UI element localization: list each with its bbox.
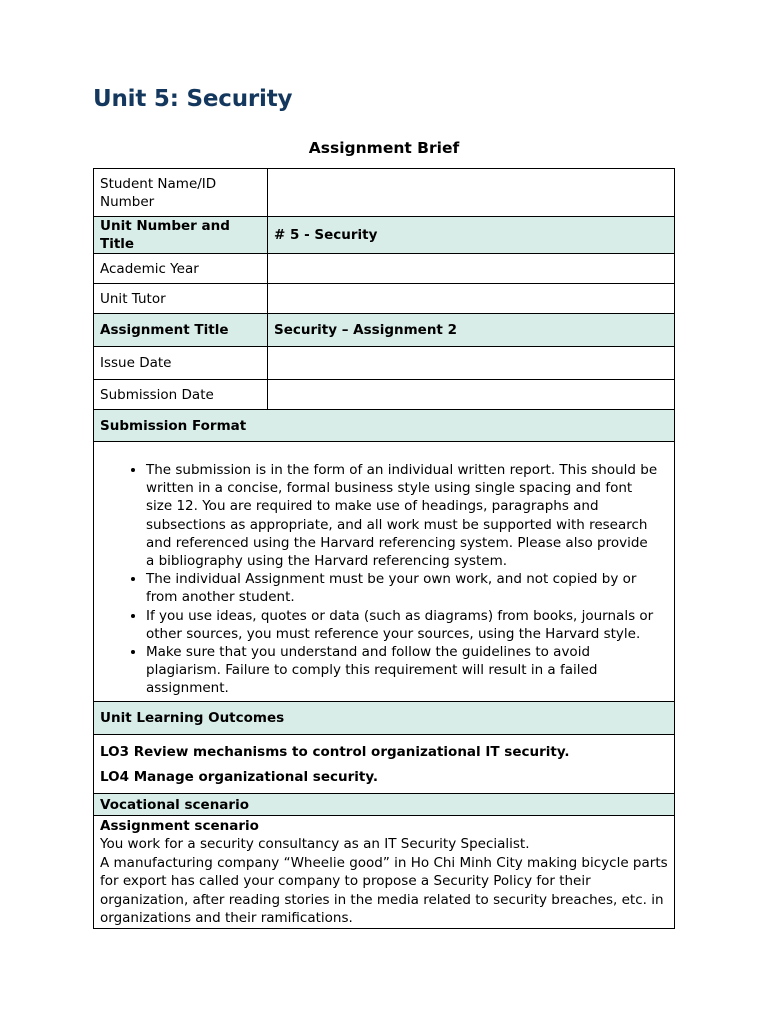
submission-date-value	[268, 380, 675, 410]
assignment-title-value: Security – Assignment 2	[268, 314, 675, 347]
row-submission-format-heading	[94, 410, 675, 442]
scenario-line-2: A manufacturing company “Wheelie good” in Ho Chi Minh City making bicycle parts for export has called your company to propose a Security Policy for their organization, after reading stories in the media related to security breaches, etc. in organizations and their ramifications.	[100, 854, 668, 927]
issue-date-label: Issue Date	[94, 347, 268, 380]
unit-value: # 5 - Security	[268, 217, 675, 254]
row-submission-date	[94, 380, 675, 410]
learning-outcome-lo3: LO3 Review mechanisms to control organizational IT security.	[100, 744, 570, 760]
row-unit-tutor	[94, 284, 675, 314]
academic-year-label: Academic Year	[94, 254, 268, 284]
vocational-scenario-body	[94, 816, 675, 929]
row-learning-outcomes-heading	[94, 702, 675, 735]
academic-year-value	[268, 254, 675, 284]
scenario-line-1: You work for a security consultancy as an IT Security Specialist.	[100, 836, 530, 853]
submission-format-heading: Submission Format	[94, 410, 675, 442]
student-label: Student Name/ID Number	[94, 169, 268, 217]
unit-tutor-label: Unit Tutor	[94, 284, 268, 314]
learning-outcomes-heading: Unit Learning Outcomes	[94, 702, 675, 735]
student-value	[268, 169, 675, 217]
vocational-scenario-heading: Vocational scenario	[94, 794, 675, 816]
row-learning-outcomes-body	[94, 735, 675, 794]
assignment-brief-heading: Assignment Brief	[308, 139, 460, 157]
learning-outcomes-body	[94, 735, 675, 794]
issue-date-value	[268, 347, 675, 380]
row-student	[94, 169, 675, 217]
row-issue-date	[94, 347, 675, 380]
submission-bullet: • If you use ideas, quotes or data (such as diagrams) from books, journals or other sources, you must reference your sources, using the Harvard style.	[146, 607, 660, 643]
submission-bullet-list	[100, 461, 668, 698]
row-vocational-heading	[94, 794, 675, 816]
row-academic-year	[94, 254, 675, 284]
row-unit	[94, 217, 675, 254]
submission-bullet: • The individual Assignment must be your own work, and not copied by or from another student.	[146, 570, 660, 606]
unit-label: Unit Number and Title	[94, 217, 268, 254]
row-assignment-title	[94, 314, 675, 347]
assignment-brief-table	[93, 168, 675, 929]
row-vocational-body	[94, 816, 675, 929]
submission-bullet: • Make sure that you understand and follow the guidelines to avoid plagiarism. Failure to comply this requirement will result in a failed assignment.	[146, 643, 660, 698]
submission-date-label: Submission Date	[94, 380, 268, 410]
submission-format-body	[94, 442, 675, 702]
unit-title: Unit 5: Security	[93, 86, 293, 112]
scenario-title: Assignment scenario	[100, 818, 259, 834]
unit-tutor-value	[268, 284, 675, 314]
submission-bullet: • The submission is in the form of an individual written report. This should be written in a concise, formal business style using single spacing and font size 12. You are required to make use of headings, paragraphs and subsections as appropriate, and all work must be supported with research and referenced using the Harvard referencing system. Please also provide a bibliography using the Harvard referencing system.	[146, 461, 660, 570]
assignment-title-label: Assignment Title	[94, 314, 268, 347]
learning-outcome-lo4: LO4 Manage organizational security.	[100, 769, 379, 785]
row-submission-format-body	[94, 442, 675, 702]
